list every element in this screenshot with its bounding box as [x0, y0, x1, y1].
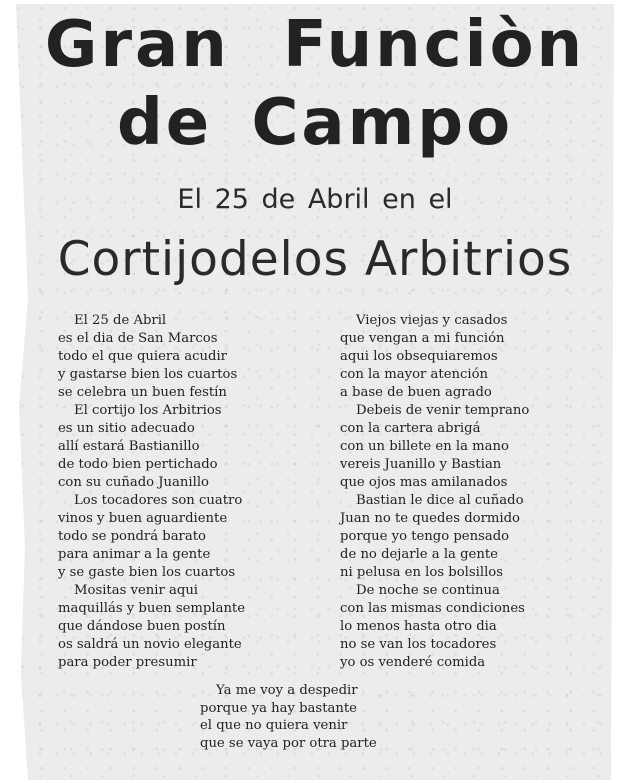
poem-line: Mositas venir aqui: [74, 583, 199, 598]
poem-line: que vengan a mi función: [340, 331, 505, 346]
poem-line: y se gaste bien los cuartos: [58, 565, 236, 580]
stanza: [340, 312, 529, 402]
poem-line: y gastarse bien los cuartos: [58, 367, 238, 382]
poem-line: no se van los tocadores: [340, 637, 497, 652]
stanza: [58, 312, 245, 402]
stanza: [58, 582, 245, 672]
poem-line: con la mayor atención: [340, 367, 489, 382]
poem-closing-stanza: [200, 682, 377, 752]
poem-line: vinos y buen aguardiente: [58, 511, 228, 526]
poem-line: que ojos mas amilanados: [340, 475, 508, 490]
poem-line: Juan no te quedes dormido: [340, 511, 520, 526]
poem-left-column: [58, 312, 245, 672]
stanza: [58, 402, 245, 492]
poem-line: Debeis de venir temprano: [356, 403, 530, 418]
poem-line: ni pelusa en los bolsillos: [340, 565, 504, 580]
stanza: [340, 492, 529, 582]
poem-line: es el dia de San Marcos: [58, 331, 218, 346]
poem-line: a base de buen agrado: [340, 385, 492, 400]
stanza: [58, 492, 245, 582]
poem-line: es un sitio adecuado: [58, 421, 195, 436]
poem-line: se celebra un buen festín: [58, 385, 227, 400]
stanza: [340, 582, 529, 672]
poem-line: con su cuñado Juanillo: [58, 475, 209, 490]
poem-line: de no dejarle a la gente: [340, 547, 498, 562]
title-line-1: Gran Funciòn: [44, 8, 586, 82]
poem-line: Ya me voy a despedir: [216, 683, 358, 698]
poem-line: lo menos hasta otro dia: [340, 619, 497, 634]
poem-line: que se vaya por otra parte: [200, 735, 377, 751]
poem-line: con la cartera abrigá: [340, 421, 481, 436]
poem-line: Viejos viejas y casados: [356, 313, 508, 328]
poem-line: vereis Juanillo y Bastian: [340, 457, 502, 472]
title-line-2: de Campo: [116, 86, 514, 160]
poem-line: Los tocadores son cuatro: [74, 493, 243, 508]
poem-line: De noche se continua: [356, 583, 500, 598]
poem-line: porque yo tengo pensado: [340, 529, 510, 544]
poem-line: de todo bien pertichado: [58, 457, 218, 472]
poem-line: aqui los obsequiaremos: [340, 349, 498, 364]
poem-line: porque ya hay bastante: [200, 700, 357, 716]
poem-line: que dándose buen postín: [58, 619, 226, 634]
date-line: El 25 de Abril en el: [177, 184, 453, 215]
poem-line: El 25 de Abril: [74, 313, 167, 328]
poem-line: maquillás y buen semplante: [58, 601, 246, 616]
poem-line: el que no quiera venir: [200, 718, 348, 733]
poem-line: todo el que quiera acudir: [58, 349, 227, 364]
poem-right-column: [340, 312, 529, 672]
poem-line: con las mismas condiciones: [340, 601, 525, 616]
poem-line: El cortijo los Arbitrios: [74, 403, 222, 418]
poem-line: para animar a la gente: [58, 547, 211, 562]
poem-line: para poder presumir: [58, 655, 197, 670]
poem-line: allí estará Bastianillo: [58, 439, 200, 454]
poem-line: con un billete en la mano: [340, 439, 509, 454]
poem-line: yo os venderé comida: [340, 655, 486, 670]
venue-name: Cortijodelos Arbitrios: [57, 232, 573, 287]
poem-line: os saldrá un novio elegante: [58, 637, 242, 652]
poem-line: Bastian le dice al cuñado: [356, 493, 524, 508]
poem-line: todo se pondrá barato: [58, 529, 206, 544]
stanza: [340, 402, 529, 492]
